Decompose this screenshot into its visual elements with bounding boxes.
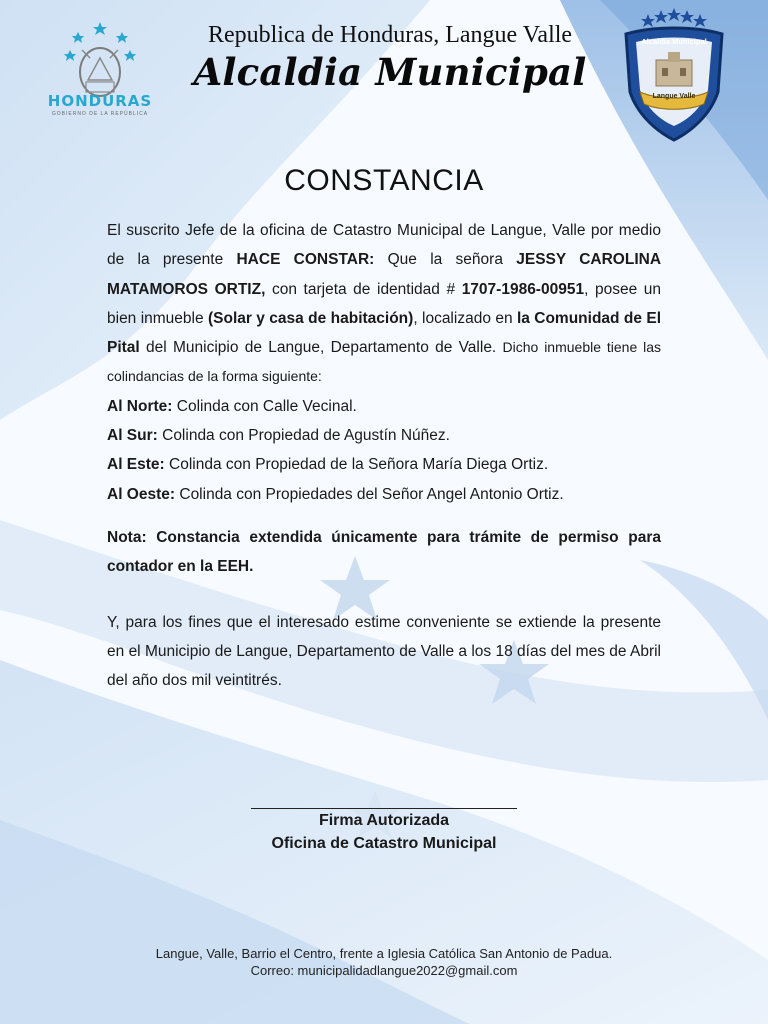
text-run: El suscrito Jefe de la oficina de Catastro Municipal de Langue, Valle por medio de la presente xyxy=(107,222,661,269)
honduras-government-logo xyxy=(30,20,170,130)
star-icon xyxy=(93,22,107,35)
closing-paragraph: Y, para los fines que el interesado estime conveniente se extiende la presente en el Municipio de Langue, Departamento de Valle a los 18 días del mes de Abril del año dos mil veintitrés. xyxy=(107,613,661,690)
boundary-east xyxy=(107,450,661,479)
main-paragraph xyxy=(107,216,661,392)
property-type: (Solar y casa de habitación) xyxy=(207,309,414,327)
star-icon xyxy=(124,50,136,61)
boundary-label: Al Sur: xyxy=(107,427,158,445)
boundary-text: Colinda con Calle Vecinal. xyxy=(172,397,357,415)
text-run: con tarjeta de identidad # xyxy=(265,280,462,298)
government-subtitle: GOBIERNO DE LA REPÚBLICA xyxy=(51,111,149,117)
note-paragraph: Nota: Constancia extendida únicamente para trámite de permiso para contador en la EEH. xyxy=(107,528,661,576)
text-run: Que la señora xyxy=(374,251,517,269)
star-icon xyxy=(654,10,668,23)
star-icon xyxy=(667,8,681,21)
footer-address: Langue, Valle, Barrio el Centro, frente a Iglesia Católica San Antonio de Padua. xyxy=(155,946,613,961)
boundary-west xyxy=(107,480,661,509)
header-country: Republica de Honduras, Langue Valle xyxy=(207,22,573,48)
hace-constar: HACE CONSTAR: xyxy=(236,251,375,269)
star-icon xyxy=(641,14,655,27)
signature-office: Oficina de Catastro Municipal xyxy=(271,835,497,852)
boundary-text: Colinda con Propiedades del Señor Angel Antonio Ortiz. xyxy=(175,485,564,503)
person-name: JESSY CAROLINA MATAMOROS ORTIZ, xyxy=(107,251,662,298)
boundary-text: Colinda con Propiedad de Agustín Núñez. xyxy=(157,427,450,445)
boundary-south xyxy=(107,421,661,450)
star-icon xyxy=(693,14,707,27)
document-body xyxy=(107,216,661,695)
star-icon xyxy=(64,50,76,61)
boundary-label: Al Oeste: xyxy=(107,485,176,503)
text-run: , posee un bien inmueble xyxy=(107,280,661,327)
honduras-wordmark: HONDURAS xyxy=(47,92,153,110)
boundary-text: Colinda con Propiedad de la Señora María Diega Ortiz. xyxy=(164,456,549,474)
star-icon xyxy=(680,10,694,23)
signature-label: Firma Autorizada xyxy=(318,812,450,829)
shield-top-text: Alcaldia Municipal xyxy=(641,37,707,46)
footer-email: Correo: municipalidadlangue2022@gmail.com xyxy=(250,963,518,978)
star-icon xyxy=(72,32,84,43)
boundaries-intro: Dicho inmueble tiene las colindancias de la forma siguiente: xyxy=(107,339,661,385)
star-icon xyxy=(116,32,128,43)
identity-number: 1707-1986-00951 xyxy=(461,280,585,298)
municipal-shield-logo xyxy=(618,8,730,143)
boundary-north xyxy=(107,392,661,421)
boundary-label: Al Este: xyxy=(107,456,165,474)
text-run: , localizado en xyxy=(413,309,517,327)
document-title: CONSTANCIA xyxy=(284,164,484,197)
header-municipality: Alcaldia Municipal xyxy=(193,50,587,94)
shield-ribbon-text: Langue Valle xyxy=(652,93,696,100)
text-run: del Municipio de Langue, Departamento de Valle. xyxy=(139,339,503,357)
community-name: la Comunidad de El Pital xyxy=(107,309,662,357)
boundary-label: Al Norte: xyxy=(107,397,173,415)
signature-line xyxy=(251,808,517,809)
